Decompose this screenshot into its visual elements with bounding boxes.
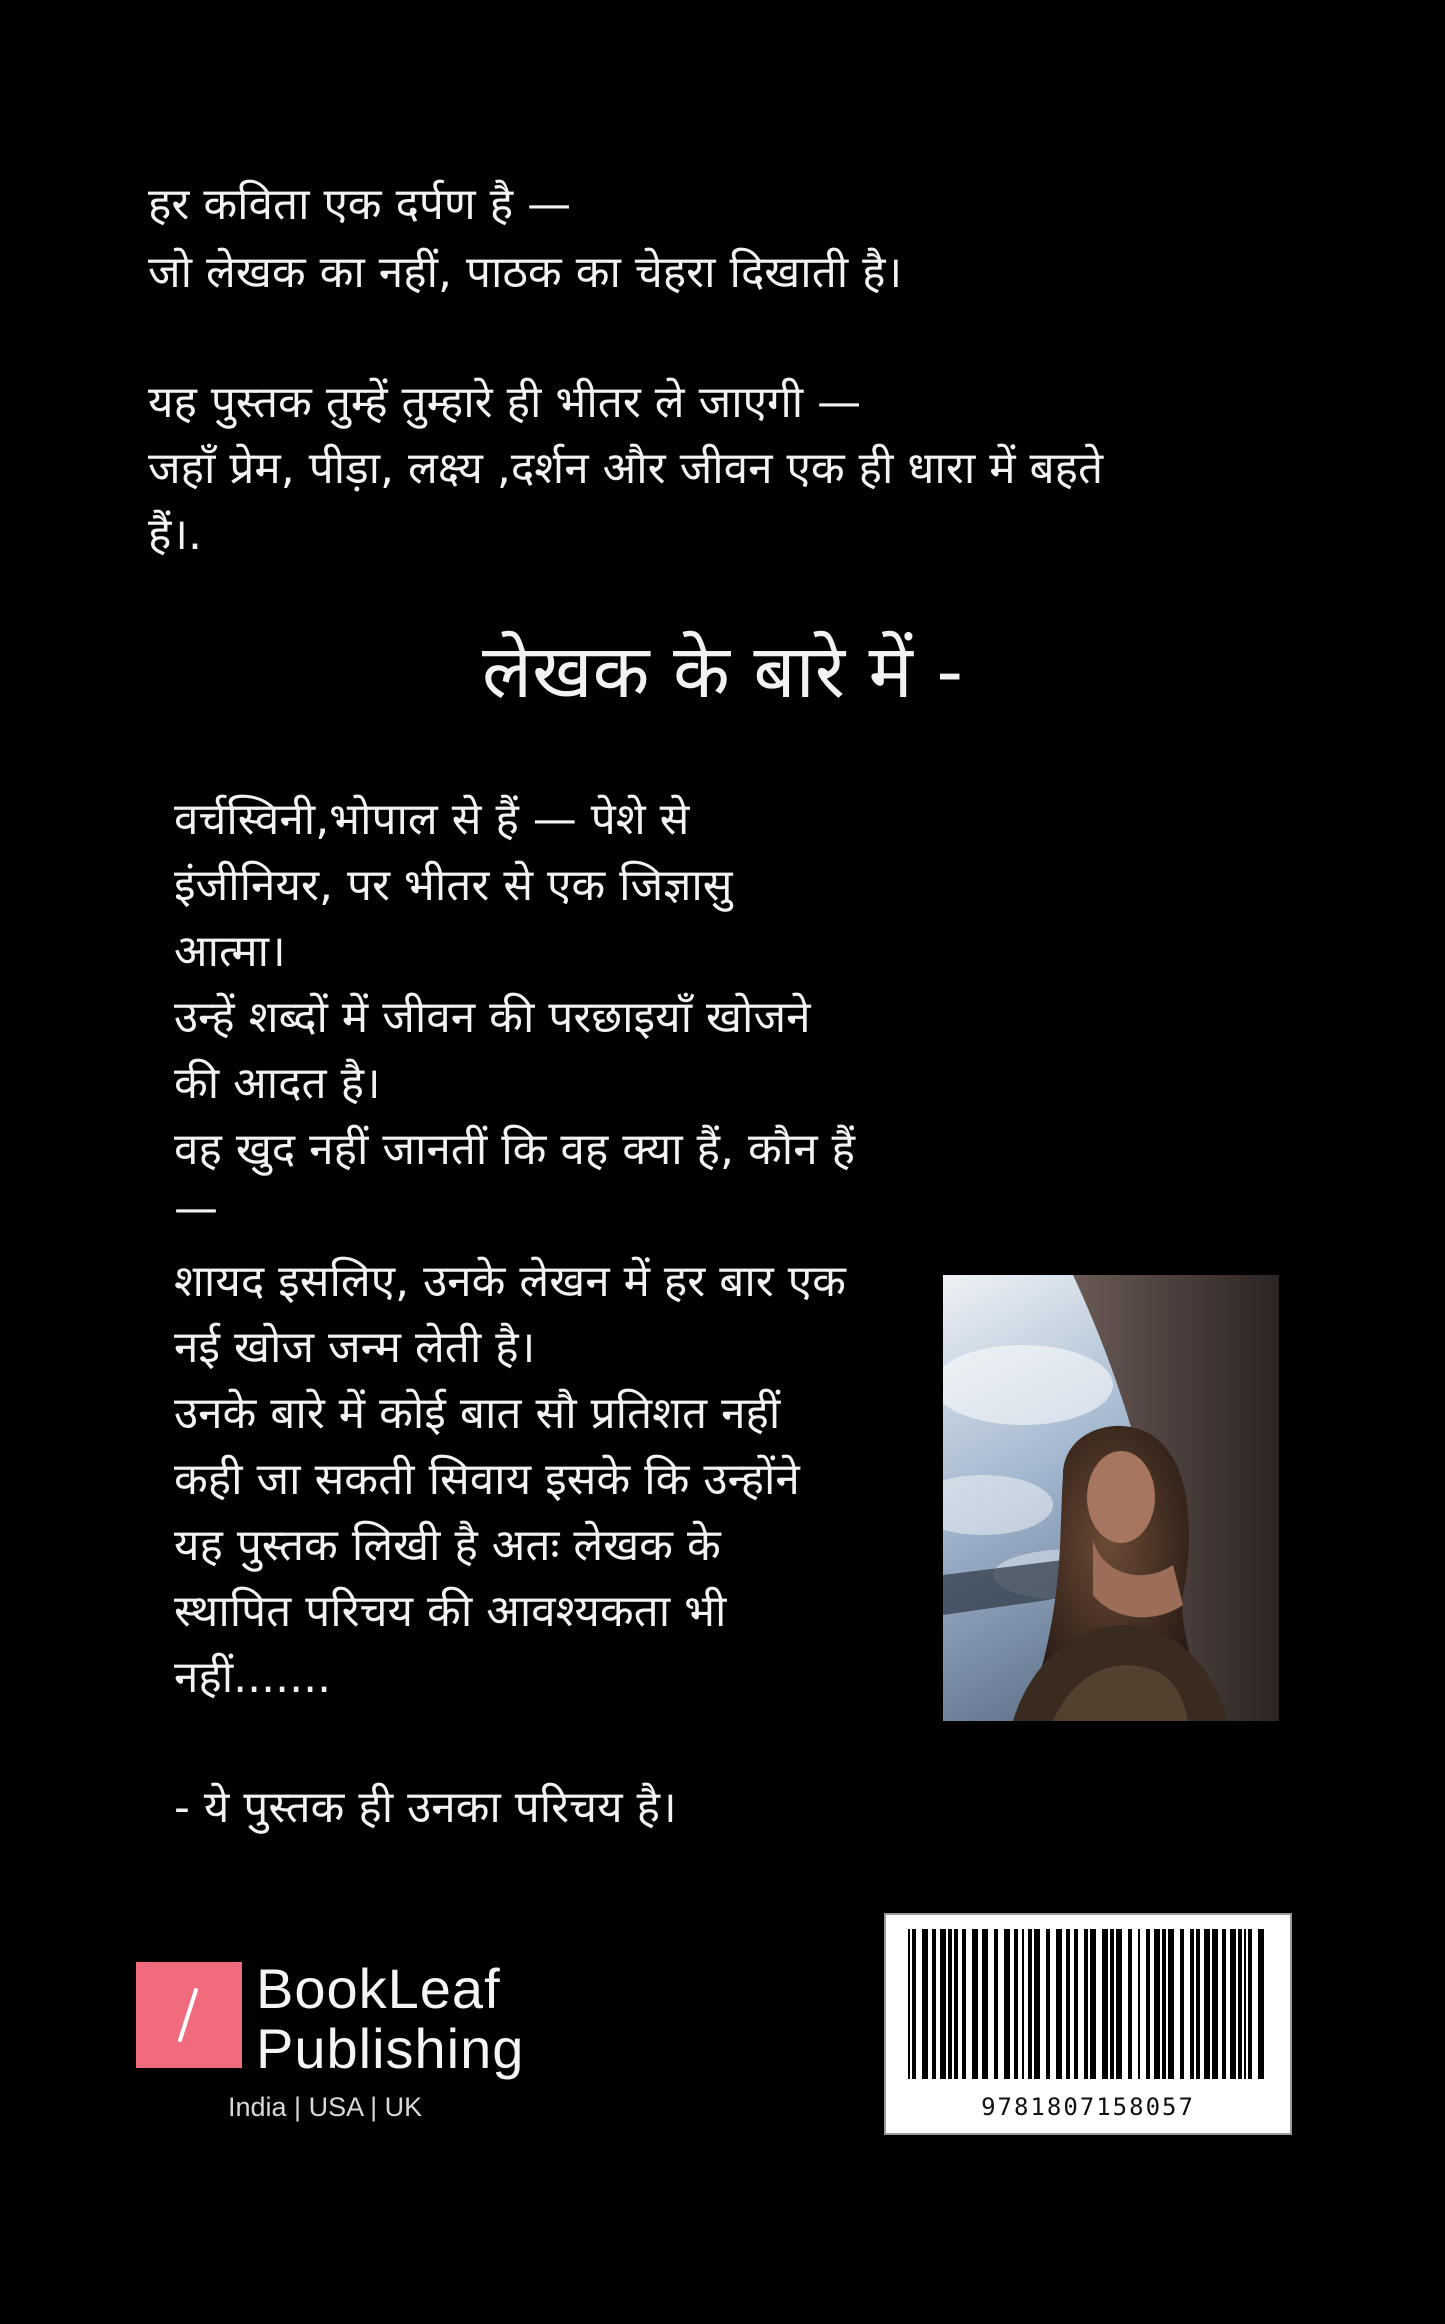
barcode-bar [1146, 1929, 1150, 2079]
barcode-bar [1028, 1929, 1032, 2079]
barcode-bar [1056, 1929, 1062, 2079]
barcode-bar [1180, 1929, 1184, 2079]
barcode-bar [1244, 1929, 1246, 2079]
barcode-bar [1084, 1929, 1088, 2079]
about-line: वर्चस्विनी,भोपाल से हैं — पेशे से [174, 794, 690, 845]
intro-line: यह पुस्तक तुम्हें तुम्हारे ही भीतर ले जाएगी — [148, 377, 862, 428]
barcode-bar [1022, 1929, 1024, 2079]
about-line: वह खुद नहीं जानतीं कि वह क्या हैं, कौन हैं [174, 1124, 855, 1175]
about-author-heading: लेखक के बारे में - [481, 629, 964, 715]
barcode-bar [1212, 1929, 1218, 2079]
about-line: स्थापित परिचय की आवश्यकता भी [174, 1586, 727, 1637]
about-line: नई खोज जन्म लेती है। [174, 1322, 536, 1373]
barcode-bar [1102, 1929, 1108, 2079]
publisher-name-line2: Publishing [256, 2017, 525, 2080]
barcode-bar [1204, 1929, 1210, 2079]
barcode-bar [1074, 1929, 1078, 2079]
slash-icon [136, 1962, 242, 2068]
barcode-bar [1116, 1929, 1122, 2079]
barcode-bar [908, 1929, 910, 2079]
barcode-bar [1258, 1929, 1264, 2079]
about-line: की आदत है। [174, 1058, 381, 1109]
isbn-number: 9781807158057 [981, 2093, 1195, 2121]
publisher-name-line1: BookLeaf [256, 1957, 501, 2020]
intro-line: जहाँ प्रेम, पीड़ा, लक्ष्य ,दर्शन और जीवन एक ही धारा में बहते [148, 443, 1104, 494]
author-portrait-photo [943, 1275, 1279, 1721]
about-line: उनके बारे में कोई बात सौ प्रतिशत नहीं [174, 1388, 781, 1439]
barcode-bar [962, 1929, 966, 2079]
intro-line: जो लेखक का नहीं, पाठक का चेहरा दिखाती है। [148, 247, 903, 298]
barcode-bar [1004, 1929, 1010, 2079]
about-line: उन्हें शब्दों में जीवन की परछाइयाँ खोजने [174, 992, 811, 1043]
barcode-bar [1090, 1929, 1096, 2079]
about-line: शायद इसलिए, उनके लेखन में हर बार एक [174, 1256, 846, 1307]
about-line: — [174, 1183, 218, 1234]
barcode-bar [1248, 1929, 1252, 2079]
barcode-bar [982, 1929, 988, 2079]
isbn-barcode [884, 1913, 1292, 2135]
publisher-logo-mark [136, 1962, 242, 2068]
barcode-bar [1110, 1929, 1114, 2079]
barcode-bar [1162, 1929, 1166, 2079]
barcode-bar [1066, 1929, 1070, 2079]
barcode-bar [994, 1929, 998, 2079]
intro-line: हैं।. [148, 509, 203, 560]
about-line: इंजीनियर, पर भीतर से एक जिज्ञासु [174, 860, 733, 911]
barcode-bar [1196, 1929, 1200, 2079]
barcode-bar [922, 1929, 928, 2079]
portrait-graphic [943, 1275, 1279, 1721]
barcode-bar [972, 1929, 978, 2079]
barcode-bar [1154, 1929, 1160, 2079]
barcode-bar [1238, 1929, 1242, 2079]
barcode-bar [1168, 1929, 1174, 2079]
barcode-bar [1138, 1929, 1140, 2079]
barcode-bar [940, 1929, 946, 2079]
barcode-bar [1230, 1929, 1236, 2079]
barcode-bar [1190, 1929, 1194, 2079]
barcode-bar [912, 1929, 916, 2079]
barcode-bar [1034, 1929, 1040, 2079]
intro-line: हर कविता एक दर्पण है — [148, 179, 572, 230]
barcode-bar [1128, 1929, 1132, 2079]
about-closing-line: - ये पुस्तक ही उनका परिचय है। [174, 1782, 677, 1833]
about-line: आत्मा। [174, 926, 286, 977]
barcode-bar [948, 1929, 952, 2079]
barcode-bar [1222, 1929, 1226, 2079]
about-line: यह पुस्तक लिखी है अतः लेखक के [174, 1520, 721, 1571]
about-line: कही जा सकती सिवाय इसके कि उन्होंने [174, 1454, 800, 1505]
barcode-bar [932, 1929, 936, 2079]
barcode-bar [954, 1929, 958, 2079]
barcode-bar [1014, 1929, 1018, 2079]
about-line: नहीं....... [174, 1652, 332, 1703]
barcode-bar [1046, 1929, 1050, 2079]
barcode-bars [886, 1929, 1290, 2089]
publisher-locations: India | USA | UK [228, 2092, 423, 2122]
